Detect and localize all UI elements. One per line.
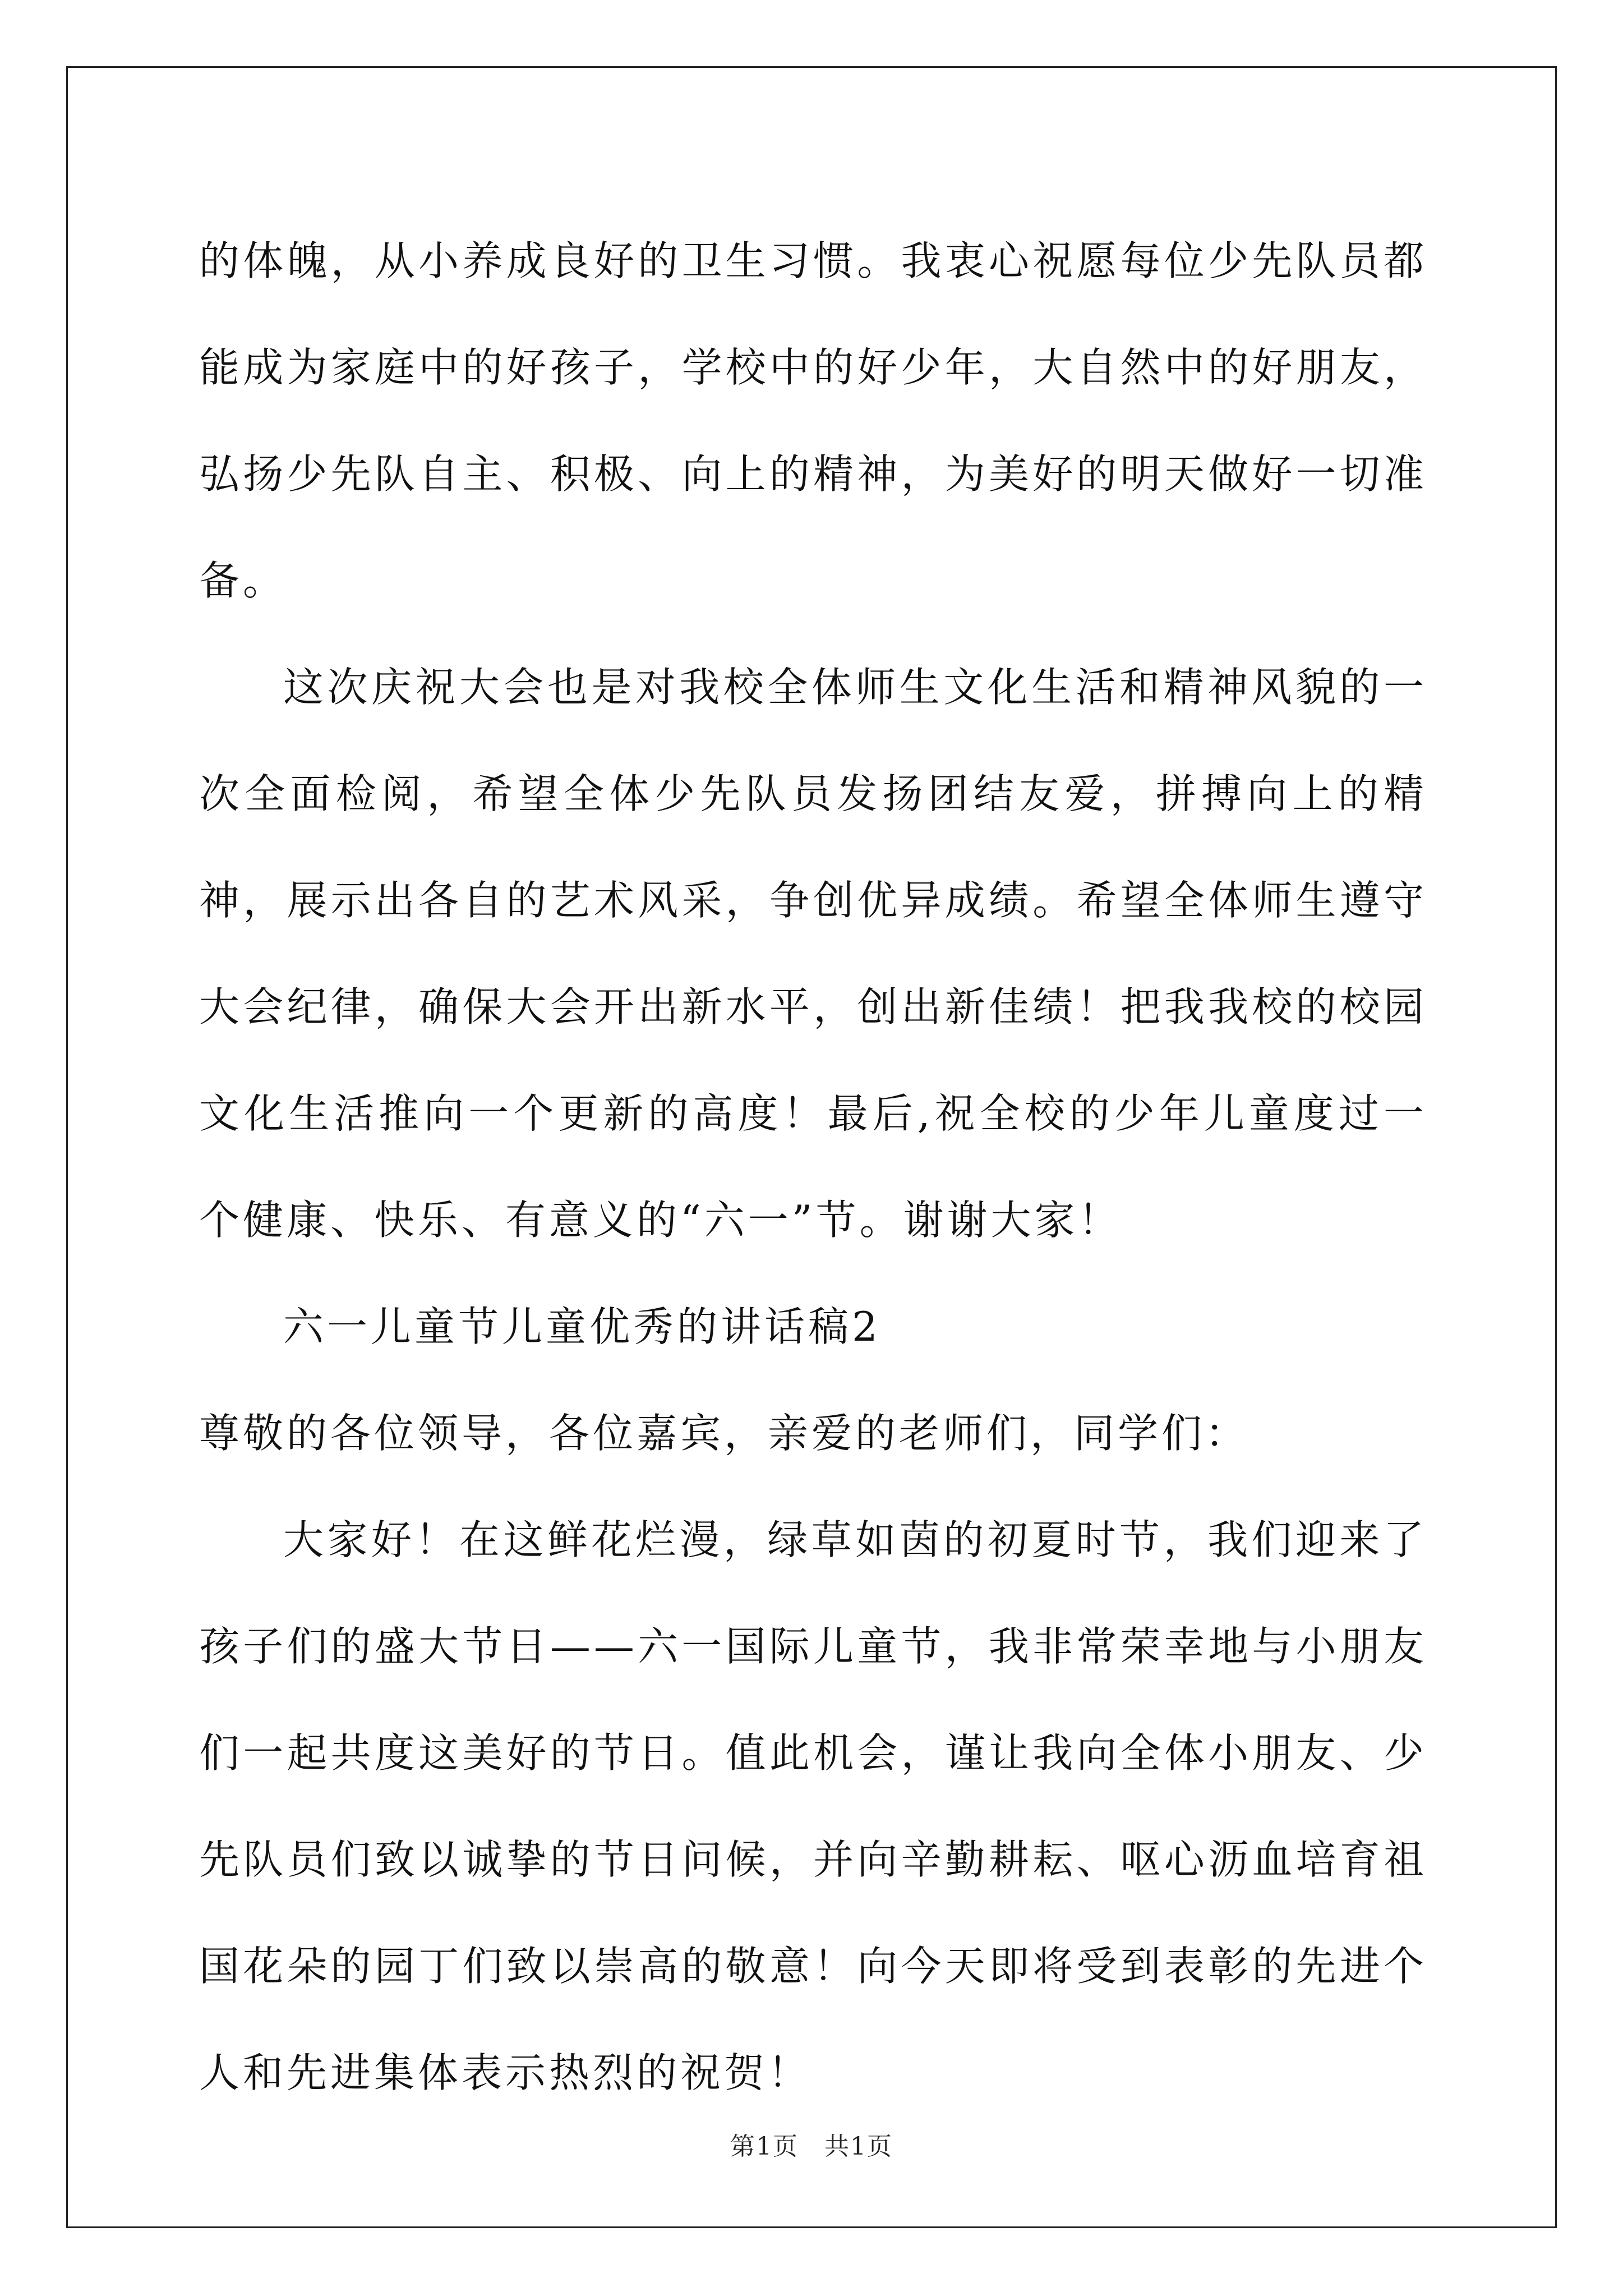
- paragraph-1: 的体魄，从小养成良好的卫生习惯。我衷心祝愿每位少先队员都能成为家庭中的好孩子，学校中的好少年，大自然中的好朋友，弘扬少先队自主、积极、向上的精神，为美好的明天做好一切准备。: [199, 237, 1427, 604]
- paragraph-2: 这次庆祝大会也是对我校全体师生文化生活和精神风貌的一次全面检阅，希望全体少先队员发扬团结友爱，拼搏向上的精神，展示出各自的艺术风采，争创优异成绩。希望全体师生遵守大会纪律，确保大会开出新水平，创出新佳绩！把我我校的校园文化生活推向一个更新的高度！最后,祝全校的少年儿童度过一个健康、快乐、有意义的“六一”节。谢谢大家！: [199, 664, 1427, 1244]
- paragraph-3: 大家好！在这鲜花烂漫，绿草如茵的初夏时节，我们迎来了孩子们的盛大节日——六一国际儿童节，我非常荣幸地与小朋友们一起共度这美好的节日。值此机会，谨让我向全体小朋友、少先队员们致以诚挚的节日问候，并向辛勤耕耘、呕心沥血培育祖国花朵的园丁们致以崇高的敬意！向今天即将受到表彰的先进个人和先进集体表示热烈的祝贺！: [199, 1516, 1427, 2096]
- section-heading: 六一儿童节儿童优秀的讲话稿2: [283, 1303, 881, 1350]
- document-body: [199, 208, 1427, 2126]
- page-footer: 第1页 共1页: [730, 2132, 893, 2161]
- salutation: 尊敬的各位领导，各位嘉宾，亲爱的老师们，同学们：: [199, 1410, 1249, 1457]
